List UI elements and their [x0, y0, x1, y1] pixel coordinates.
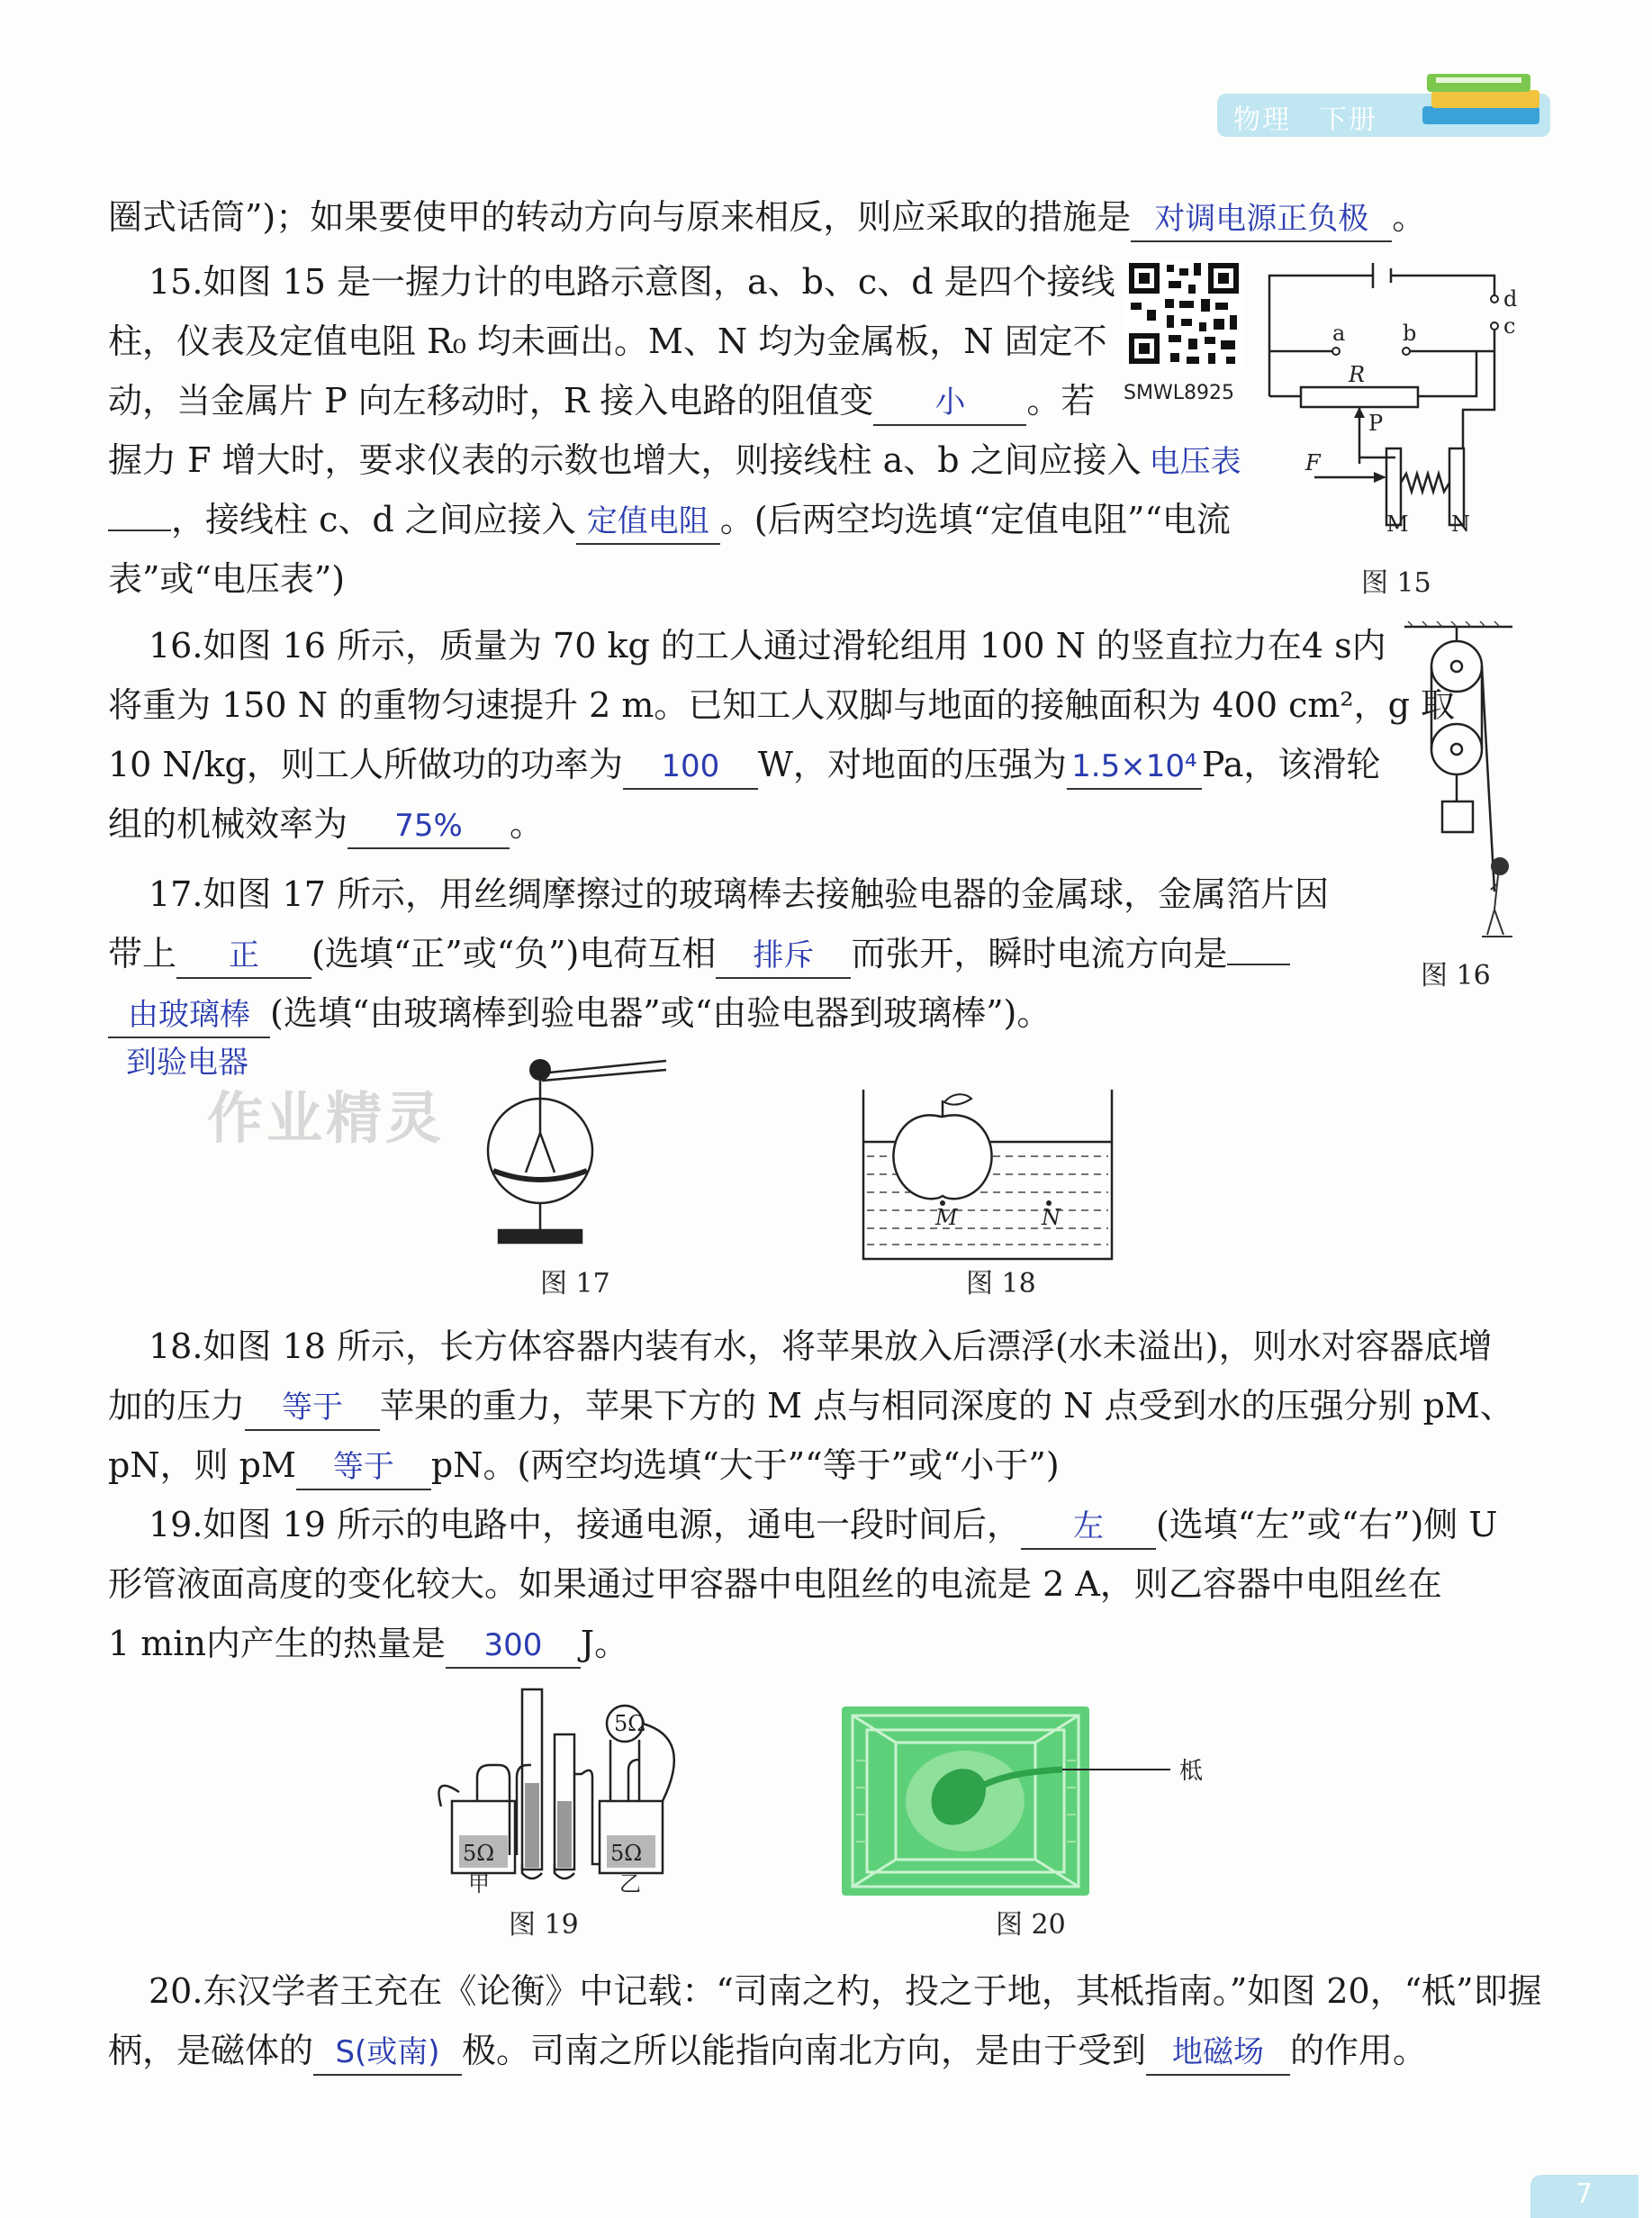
fig20-caption: 图 20 [996, 1909, 1066, 1941]
q17-answer1: 正 [176, 934, 311, 979]
fig18-caption: 图 18 [966, 1268, 1036, 1299]
label-top-resistor: 5Ω [614, 1711, 646, 1736]
q16-answer3: 75% [348, 804, 510, 849]
header-subject: 物理 下册 [1233, 104, 1377, 136]
q15-line1: 15.如图 15 是一握力计的电路示意图，a、b、c、d 是四个接线 [149, 262, 1115, 302]
label-d: d [1503, 286, 1518, 312]
q18-line2: 加的压力 等于 苹果的重力，苹果下方的 M 点与相同深度的 N 点受到水的压强分别 pM、 [108, 1376, 1514, 1435]
q17-answer2: 排斥 [716, 934, 851, 979]
q16-line1: 16.如图 16 所示，质量为 70 kg 的工人通过滑轮组用 100 N 的竖直拉力在4 s内 [149, 626, 1386, 665]
figure-15-circuit [1260, 252, 1530, 540]
label-R: R [1349, 362, 1366, 387]
answer-reverse: 对调电源正负极 [1131, 197, 1392, 242]
q19-line3: 1 min内产生的热量是 300 J。 [108, 1614, 628, 1673]
q20-answer2: 地磁场 [1146, 2031, 1290, 2076]
fig20-label: 柢 [1179, 1758, 1204, 1785]
label-a: a [1332, 321, 1346, 346]
figure-16-pulley [1404, 621, 1530, 946]
label-c: c [1503, 313, 1516, 339]
q16-line2: 将重为 150 N 的重物匀速提升 2 m。已知工人双脚与地面的接触面积为 400 cm²，g 取 [108, 685, 1456, 725]
figure-19-apparatus [423, 1684, 693, 1897]
q15-line2: 柱，仪表及定值电阻 R₀ 均未画出。M、N 均为金属板，N 固定不 [108, 321, 1107, 361]
label-left-resistor: 5Ω [463, 1841, 495, 1866]
figure-17-electroscope [486, 1054, 666, 1270]
label-M: M [1386, 511, 1409, 537]
label-yi: 乙 [619, 1871, 641, 1897]
q19-answer1: 左 [1021, 1505, 1156, 1550]
q16-answer1: 100 [623, 745, 758, 790]
q20-answer1: S(或南) [313, 2031, 462, 2076]
q16-answer2: 1.5×10⁴ [1067, 745, 1202, 790]
page-number: 7 [1575, 2178, 1593, 2210]
q15-answer2: 电压表 [1149, 444, 1241, 480]
label-right-resistor: 5Ω [610, 1841, 643, 1866]
q18-line1: 18.如图 18 所示，长方体容器内装有水，将苹果放入后漂浮(水未溢出)，则水对容器底增 [149, 1326, 1493, 1366]
books-icon [1404, 63, 1557, 144]
label-jia: 甲 [468, 1871, 490, 1897]
q15-line6: 表”或“电压表”) [108, 559, 346, 599]
q15-line3: 动，当金属片 P 向左移动时，R 接入电路的阻值变 小 。若 [108, 371, 1095, 430]
q19-line1: 19.如图 19 所示的电路中，接通电源，通电一段时间后， 左 (选填“左”或“右”)侧 U [149, 1495, 1497, 1554]
q20-line2: 柄，是磁体的 S(或南) 极。司南之所以能指向南北方向，是由于受到 地磁场 的作用。 [108, 2021, 1427, 2080]
q15-line4: 握力 F 增大时，要求仪表的示数也增大，则接线柱 a、b 之间应接入 电压表 [108, 430, 1250, 490]
label-N-point: N [1042, 1205, 1061, 1230]
q19-line2: 形管液面高度的变化较大。如果通过甲容器中电阻丝的电流是 2 A，则乙容器中电阻丝在 [108, 1564, 1442, 1604]
q15-answer3: 定值电阻 [576, 500, 720, 545]
fig15-caption: 图 15 [1361, 567, 1431, 599]
figure-18-container [860, 1090, 1116, 1261]
worker-icon [1482, 858, 1512, 937]
q17-line1: 17.如图 17 所示，用丝绸摩擦过的玻璃棒去接触验电器的金属球，金属箔片因 [149, 874, 1329, 914]
intro-line: 圈式话筒”)；如果要使甲的转动方向与原来相反，则应采取的措施是 对调电源正负极 。 [108, 187, 1426, 247]
q17-answer3: 由玻璃棒 [108, 993, 270, 1038]
q18-line3: pN，则 pM 等于 pN。(两空均选填“大于”“等于”或“小于”) [108, 1435, 1060, 1495]
page-number-tab [1530, 2175, 1638, 2218]
q18-answer2: 等于 [296, 1445, 431, 1490]
watermark: 作业精灵 [207, 1085, 446, 1151]
label-b: b [1403, 321, 1417, 346]
q18-answer1: 等于 [245, 1386, 380, 1431]
q17-answer3-continued: 到验电器 [126, 1045, 248, 1081]
q15-line5: ，接线柱 c、d 之间应接入 定值电阻 。(后两空均选填“定值电阻”“电流 [108, 490, 1231, 549]
label-P: P [1368, 411, 1384, 436]
label-F: F [1305, 450, 1321, 475]
qr-code-label: SMWL8925 [1124, 382, 1234, 404]
fig19-caption: 图 19 [509, 1909, 579, 1941]
qr-code [1125, 259, 1251, 376]
apple-icon [893, 1115, 991, 1199]
q15-answer1: 小 [873, 381, 1026, 426]
figure-20-sinan [842, 1707, 1089, 1896]
q20-line1: 20.东汉学者王充在《论衡》中记载：“司南之杓，投之于地，其柢指南。”如图 20，“柢”即握 [149, 1971, 1542, 2011]
q17-line3: 由玻璃棒 (选填“由玻璃棒到验电器”或“由验电器到玻璃棒”)。 [108, 983, 1051, 1043]
q17-line2: 带上 正 (选填“正”或“负”)电荷互相 排斥 而张开，瞬时电流方向是 [108, 924, 1290, 983]
q16-line4: 组的机械效率为 75% 。 [108, 794, 544, 854]
fig16-caption: 图 16 [1421, 960, 1491, 991]
label-M-point: M [935, 1205, 958, 1230]
q19-answer2: 300 [446, 1624, 581, 1669]
label-N: N [1451, 511, 1470, 537]
fig17-caption: 图 17 [540, 1268, 610, 1299]
q16-line3: 10 N/kg，则工人所做功的功率为 100 W，对地面的压强为 1.5×10⁴ Pa，该滑轮 [108, 735, 1380, 794]
fig20-pointer [1062, 1765, 1179, 1774]
